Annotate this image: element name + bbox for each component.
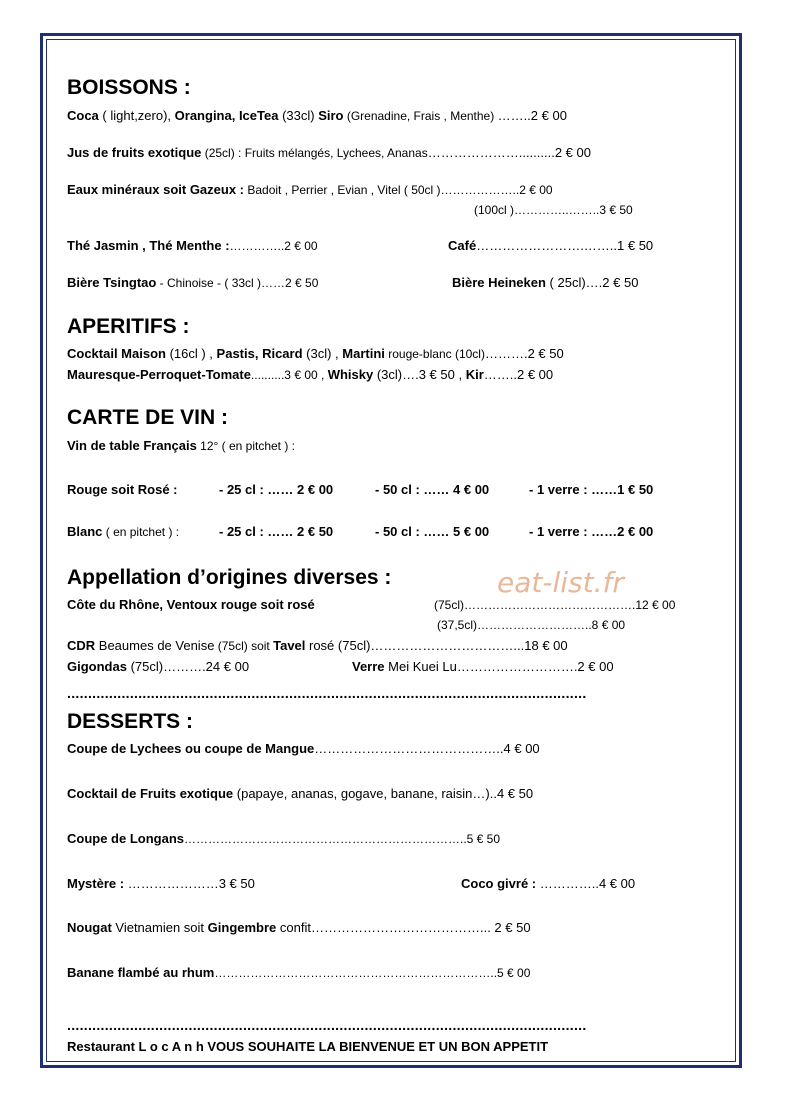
item-name: Tavel xyxy=(273,638,306,653)
item-detail: - Chinoise - ( 33cl )……2 € 50 xyxy=(156,276,319,290)
dotted-separator: ............................................................................................................................ xyxy=(67,1020,587,1030)
item-price: ……………………………………………………………..5 € 00 xyxy=(214,966,531,980)
item-detail: Beaumes de Venise xyxy=(95,638,215,653)
menu-line-tsingtao xyxy=(67,275,318,291)
item-detail: 12° ( en pitchet ) : xyxy=(196,439,295,453)
item-price: …………………3 € 50 xyxy=(124,876,255,891)
item-price: ……………………………………………………………..5 € 50 xyxy=(184,832,501,846)
item-detail: (3cl) , xyxy=(302,346,343,361)
item-detail: Vietnamien soit xyxy=(111,920,208,935)
item-price: …………..4 € 00 xyxy=(536,876,636,891)
item-name: Cocktail de Fruits exotique xyxy=(67,786,234,801)
section-title-boissons: BOISSONS : xyxy=(67,76,191,99)
menu-line-coupe-longans xyxy=(67,831,500,847)
item-name: Martini xyxy=(342,346,385,361)
item-name: Coca xyxy=(67,108,99,123)
item-name: Bière Heineken xyxy=(452,275,546,290)
item-name: Côte du Rhône, Ventoux rouge soit rosé xyxy=(67,597,315,612)
menu-line-mauresque xyxy=(67,367,553,383)
item-price: …………………….……..1 € 50 xyxy=(476,238,654,253)
section-title-appellation: Appellation d’origines diverses : xyxy=(67,566,392,589)
menu-line-blanc-25cl: - 25 cl : …… 2 € 50 xyxy=(219,524,334,539)
item-detail: (Grenadine, Frais , Menthe) xyxy=(343,109,498,123)
item-name: Pastis, Ricard xyxy=(216,346,303,361)
item-detail: (16cl ) , xyxy=(165,346,217,361)
menu-line-rouge-25cl: - 25 cl : …… 2 € 00 xyxy=(219,482,334,497)
menu-line-jus xyxy=(67,145,591,161)
menu-line-cotes-du-rhone xyxy=(67,597,315,613)
watermark: eat-list.fr xyxy=(497,566,624,599)
menu-line-cocktail-fruits xyxy=(67,786,533,802)
item-detail: confit xyxy=(276,920,311,935)
item-price: ……..2 € 00 xyxy=(497,108,567,123)
item-detail: (25cl) : Fruits mélangés, Lychees, Ananas xyxy=(201,146,428,160)
item-name: Vin de table Français xyxy=(67,438,197,453)
item-name: Nougat xyxy=(67,920,112,935)
menu-line-blanc-verre: - 1 verre : ……2 € 00 xyxy=(529,524,654,539)
section-title-vin: CARTE DE VIN : xyxy=(67,406,229,429)
dotted-separator: ............................................................................................................................ xyxy=(67,688,587,698)
item-detail: (75cl) soit xyxy=(214,639,274,653)
item-name: Cocktail Maison xyxy=(67,346,166,361)
item-name: Kir xyxy=(465,367,484,382)
menu-line-coca xyxy=(67,108,567,124)
item-name: Gingembre xyxy=(207,920,277,935)
item-name: Eaux minéraux soit Gazeux : xyxy=(67,182,245,197)
menu-line-verre-mei-kuei-lu xyxy=(352,659,614,675)
item-name: Café xyxy=(448,238,477,253)
item-detail: rosé (75cl) xyxy=(305,638,371,653)
item-price: ……….2 € 50 xyxy=(484,346,564,361)
footer-welcome: Restaurant L o c A n h VOUS SOUHAITE LA BIENVENUE ET UN BON APPETIT xyxy=(67,1039,549,1054)
item-price: …………………………………... 2 € 50 xyxy=(310,920,531,935)
item-price: ……………………………...18 € 00 xyxy=(370,638,568,653)
item-price: (75cl)……….24 € 00 xyxy=(126,659,250,674)
item-name: Mauresque-Perroquet-Tomate xyxy=(67,367,251,382)
menu-line-cotes-du-rhone-37cl: (37,5cl)………………………..8 € 00 xyxy=(437,618,626,632)
item-detail: Badoit , Perrier , Evian , Vitel ( 50cl )………………..2 € 00 xyxy=(244,183,553,197)
item-name: Verre xyxy=(352,659,385,674)
item-name: Banane flambé au rhum xyxy=(67,965,215,980)
item-name: Blanc xyxy=(67,524,103,539)
item-name: Mystère : xyxy=(67,876,125,891)
menu-line-eaux xyxy=(67,182,553,198)
item-detail: ( en pitchet ) : xyxy=(102,525,180,539)
menu-line-rouge-verre: - 1 verre : ……1 € 50 xyxy=(529,482,654,497)
menu-line-cocktail xyxy=(67,346,564,362)
item-price: ……..2 € 00 xyxy=(483,367,554,382)
menu-line-nougat xyxy=(67,920,531,936)
item-name: Bière Tsingtao xyxy=(67,275,157,290)
menu-line-rouge-label: Rouge soit Rosé : xyxy=(67,482,178,497)
item-name: Thé Jasmin , Thé Menthe : xyxy=(67,238,230,253)
menu-line-gigondas xyxy=(67,659,249,675)
item-name: Coco givré : xyxy=(461,876,537,891)
item-name: Whisky xyxy=(327,367,374,382)
item-price: (3cl)….3 € 50 , xyxy=(373,367,466,382)
menu-line-coco-givre xyxy=(461,876,635,892)
item-price: …………………..........2 € 00 xyxy=(427,145,591,160)
item-detail: rouge-blanc (10cl) xyxy=(384,347,485,361)
item-price: ..........3 € 00 , xyxy=(250,368,328,382)
item-price: …………..2 € 00 xyxy=(229,239,318,253)
menu-line-blanc-label xyxy=(67,524,179,540)
item-detail: ( light,zero), xyxy=(98,108,175,123)
menu-line-mystere xyxy=(67,876,255,892)
menu-line-vin-table xyxy=(67,438,295,454)
item-price: ( 25cl)….2 € 50 xyxy=(545,275,639,290)
menu-line-blanc-50cl: - 50 cl : …… 5 € 00 xyxy=(375,524,490,539)
item-name: Coupe de Longans xyxy=(67,831,184,846)
item-name: Jus de fruits exotique xyxy=(67,145,202,160)
menu-line-rouge-50cl: - 50 cl : …… 4 € 00 xyxy=(375,482,490,497)
item-detail: (papaye, ananas, gogave, banane, raisin…)..4 € 50 xyxy=(233,786,534,801)
item-price: ……………………….2 € 00 xyxy=(456,659,614,674)
item-detail: (33cl) xyxy=(282,108,319,123)
menu-line-the xyxy=(67,238,318,254)
menu-line-cotes-du-rhone-75cl: (75cl)…………………………………….12 € 00 xyxy=(434,598,676,612)
menu-line-eaux-100cl: (100cl )…………..……..3 € 50 xyxy=(474,203,633,217)
item-detail: Mei Kuei Lu xyxy=(384,659,457,674)
item-price: ……………………………………..4 € 00 xyxy=(314,741,540,756)
menu-line-cafe xyxy=(448,238,653,254)
item-name: CDR xyxy=(67,638,96,653)
item-name: Gigondas xyxy=(67,659,127,674)
item-name: Siro xyxy=(318,108,344,123)
menu-line-cdr xyxy=(67,638,568,654)
item-name: Orangina, IceTea xyxy=(174,108,283,123)
section-title-aperitifs: APERITIFS : xyxy=(67,315,190,338)
menu-line-coupe-lychees xyxy=(67,741,540,757)
item-name: Coupe de Lychees ou coupe de Mangue xyxy=(67,741,315,756)
menu-line-heineken xyxy=(452,275,638,291)
menu-line-banane-flambe xyxy=(67,965,530,981)
section-title-desserts: DESSERTS : xyxy=(67,710,194,733)
